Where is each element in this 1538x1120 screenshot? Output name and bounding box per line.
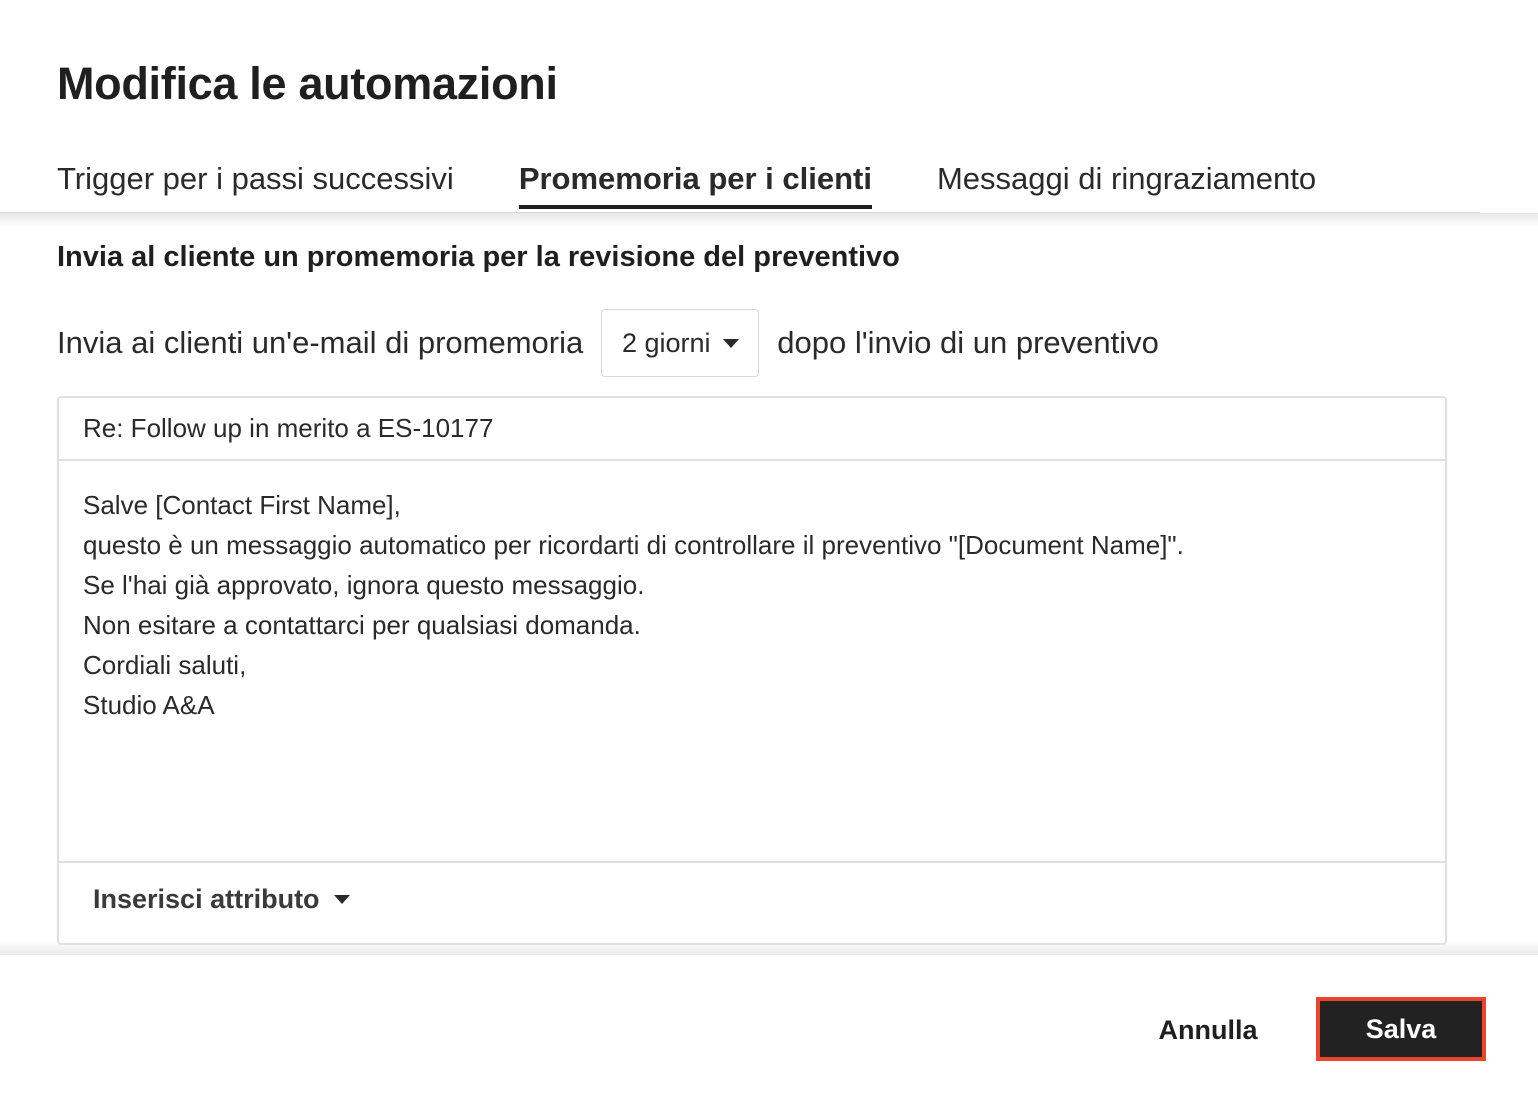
email-body-line: questo è un messaggio automatico per ricordarti di controllare il preventivo "[Document Name]". xyxy=(83,530,1184,560)
days-dropdown[interactable] xyxy=(601,309,759,377)
tab-client-reminders[interactable]: Promemoria per i clienti xyxy=(519,155,872,211)
email-body-line: Studio A&A xyxy=(83,690,215,720)
days-dropdown-value: 2 giorni xyxy=(621,327,711,358)
email-body-line: Cordiali saluti, xyxy=(83,650,247,680)
email-body-line: Non esitare a contattarci per qualsiasi domanda. xyxy=(83,610,641,640)
email-body-line: Se l'hai già approvato, ignora questo messaggio. xyxy=(83,570,645,600)
section-heading: Invia al cliente un promemoria per la revisione del preventivo xyxy=(57,241,900,273)
insert-attribute-dropdown[interactable] xyxy=(93,884,350,915)
dialog-footer xyxy=(0,955,1538,1120)
tab-bar xyxy=(57,155,1480,213)
reminder-prefix-text: Invia ai clienti un'e-mail di promemoria xyxy=(57,325,584,360)
email-body-line: Salve [Contact First Name], xyxy=(83,490,401,520)
tab-next-step-triggers[interactable]: Trigger per i passi successivi xyxy=(57,161,454,196)
email-body-textarea[interactable] xyxy=(59,463,1445,863)
save-button[interactable]: Salva xyxy=(1316,997,1486,1061)
caret-down-icon xyxy=(334,895,350,904)
cancel-button[interactable]: Annulla xyxy=(1138,1000,1278,1060)
dialog-title: Modifica le automazioni xyxy=(57,58,558,109)
footer-top-shadow xyxy=(0,940,1538,956)
content-top-shadow xyxy=(0,213,1538,227)
insert-attribute-label: Inserisci attributo xyxy=(93,884,320,914)
caret-down-icon xyxy=(723,339,739,348)
email-subject-input[interactable] xyxy=(59,398,1445,461)
email-editor xyxy=(57,396,1447,945)
tab-thank-you-messages[interactable]: Messaggi di ringraziamento xyxy=(936,161,1317,196)
reminder-suffix-text: dopo l'invio di un preventivo xyxy=(777,325,1159,360)
reminder-settings-row xyxy=(57,308,1159,378)
